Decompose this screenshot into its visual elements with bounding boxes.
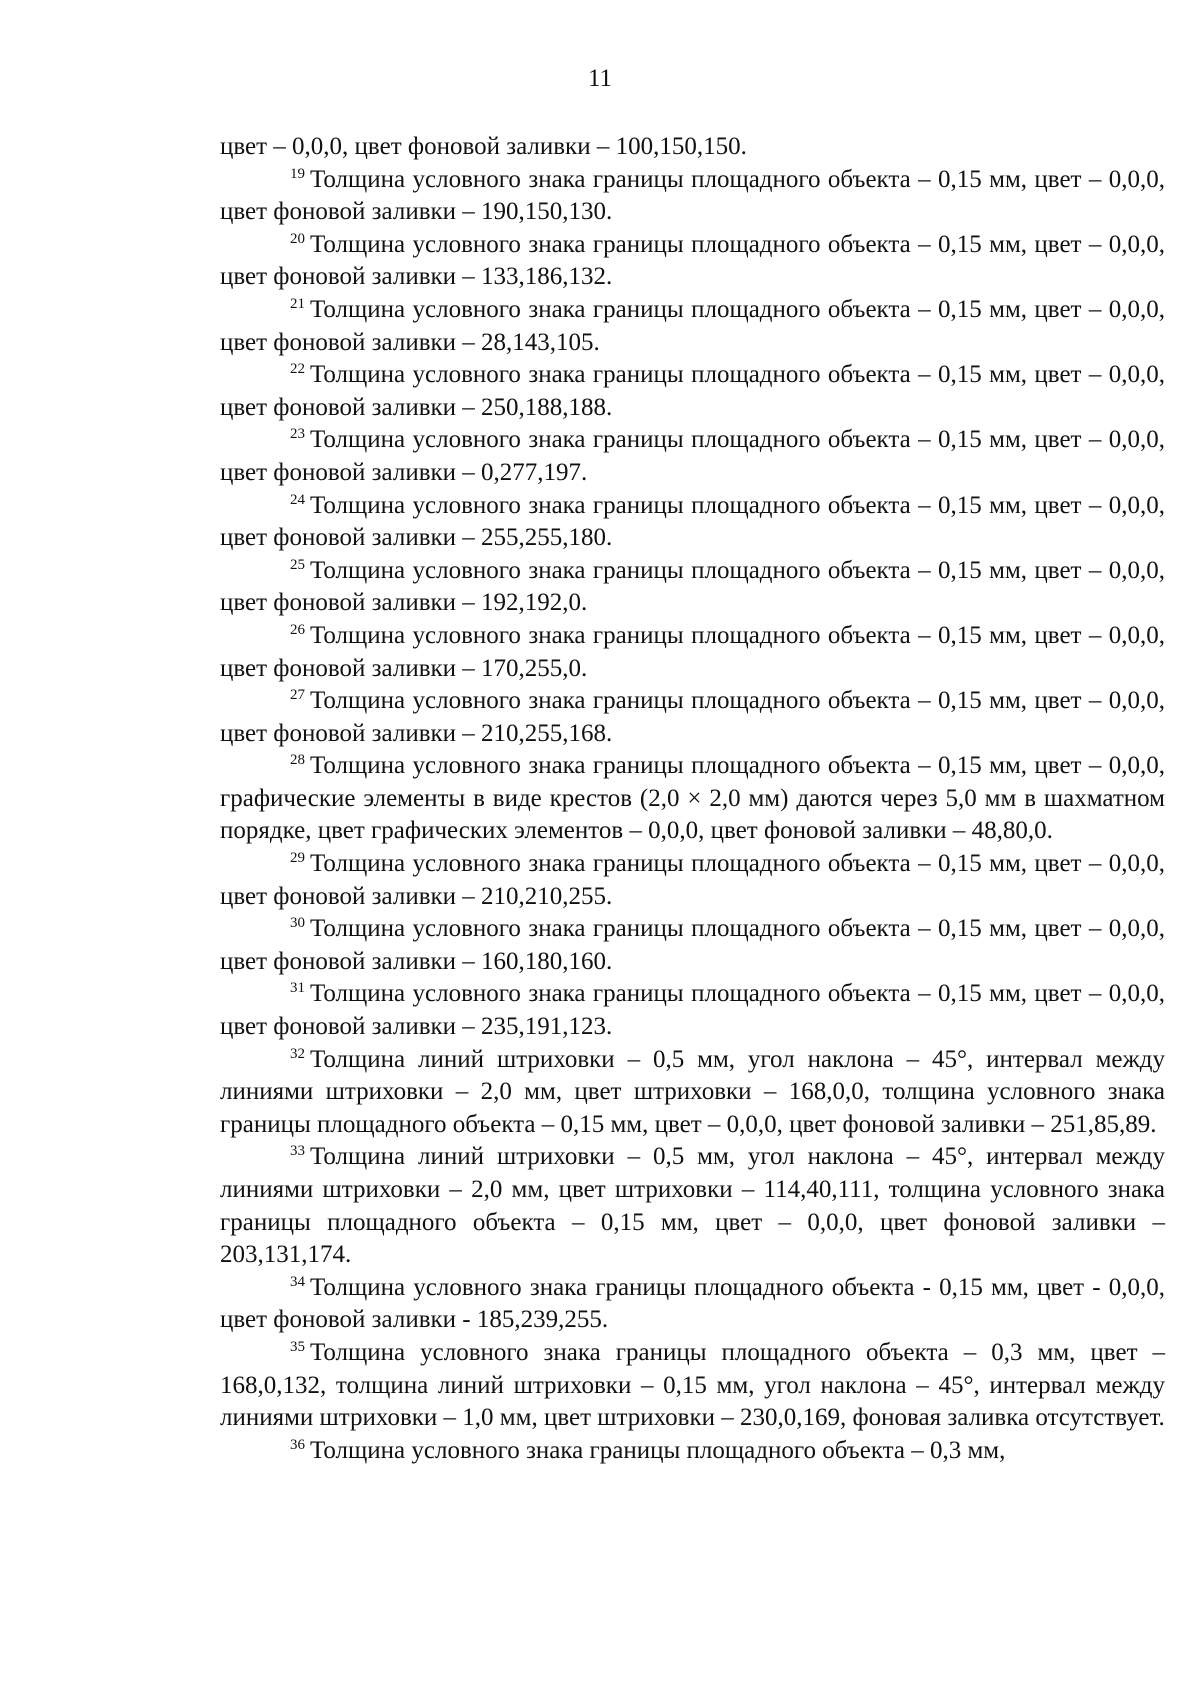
footnote-19: [220, 164, 1165, 229]
footnote-text: Толщина условного знака границы площадного объекта – 0,15 мм, цвет – 0,0,0, цвет фоновой заливки – 210,255,168.: [220, 687, 1165, 747]
page-body: [220, 131, 1165, 1467]
footnote-26: [220, 620, 1165, 685]
footnote-27: [220, 685, 1165, 750]
footnote-text: Толщина линий штриховки – 0,5 мм, угол наклона – 45°, интервал между линиями штриховки – 2,0 мм, цвет штриховки – 168,0,0, толщина условного знака границы площадного объекта – 0,15 мм, цвет – 0,0,0, цвет фоновой заливки – 251,85,89.: [220, 1045, 1165, 1138]
footnote-text: Толщина условного знака границы площадного объекта – 0,15 мм, цвет – 0,0,0, цвет фоновой заливки – 210,210,255.: [220, 850, 1165, 910]
footnote-30: [220, 913, 1165, 978]
footnote-number: 24: [290, 491, 305, 508]
footnote-text: Толщина условного знака границы площадного объекта – 0,15 мм, цвет – 0,0,0, цвет фоновой заливки – 160,180,160.: [220, 915, 1165, 975]
footnote-text: Толщина условного знака границы площадного объекта – 0,15 мм, цвет – 0,0,0, цвет фоновой заливки – 0,277,197.: [220, 426, 1165, 486]
footnote-text: Толщина условного знака границы площадного объекта – 0,15 мм, цвет – 0,0,0, цвет фоновой заливки – 235,191,123.: [220, 980, 1165, 1041]
footnote-text: Толщина линий штриховки – 0,5 мм, угол наклона – 45°, интервал между линиями штриховки – 2,0 мм, цвет штриховки – 114,40,111, толщина условного знака границы площадного объекта – 0,15 мм, цвет – 0,0,0, цвет фоновой заливки – 203,131,174.: [220, 1143, 1165, 1269]
lead-paragraph: цвет – 0,0,0, цвет фоновой заливки – 100,150,150.: [220, 133, 747, 160]
footnote-number: 27: [290, 687, 305, 704]
footnote-34: [220, 1272, 1165, 1337]
footnote-number: 32: [290, 1045, 305, 1062]
footnote-number: 22: [290, 361, 305, 378]
footnote-text: Толщина условного знака границы площадного объекта – 0,15 мм, цвет – 0,0,0, цвет фоновой заливки – 190,150,130.: [220, 165, 1165, 226]
footnote-number: 23: [290, 426, 305, 443]
footnote-text: Толщина условного знака границы площадного объекта – 0,15 мм, цвет – 0,0,0, цвет фоновой заливки – 133,186,132.: [220, 230, 1165, 291]
footnote-28: [220, 750, 1165, 848]
footnote-number: 19: [290, 165, 305, 182]
footnote-21: [220, 294, 1165, 359]
footnote-number: 30: [290, 915, 305, 932]
footnote-number: 35: [290, 1338, 305, 1355]
footnote-number: 26: [290, 621, 305, 638]
footnote-text: Толщина условного знака границы площадного объекта - 0,15 мм, цвет - 0,0,0, цвет фоновой заливки - 185,239,255.: [220, 1273, 1165, 1334]
footnote-text: Толщина условного знака границы площадного объекта – 0,15 мм, цвет – 0,0,0, цвет фоновой заливки – 28,143,105.: [220, 295, 1165, 356]
footnote-text: Толщина условного знака границы площадного объекта – 0,15 мм, цвет – 0,0,0, цвет фоновой заливки – 255,255,180.: [220, 491, 1165, 552]
footnote-32: [220, 1044, 1165, 1142]
page-number: 11: [587, 65, 613, 92]
footnote-number: 20: [290, 230, 305, 247]
footnote-text: Толщина условного знака границы площадного объекта – 0,15 мм, цвет – 0,0,0, цвет фоновой заливки – 250,188,188.: [220, 361, 1165, 421]
footnote-number: 34: [290, 1273, 305, 1290]
footnote-number: 36: [290, 1436, 305, 1453]
footnote-24: [220, 490, 1165, 555]
footnote-25: [220, 555, 1165, 620]
footnote-35: [220, 1337, 1165, 1435]
footnote-36: [220, 1435, 1165, 1468]
footnote-number: 29: [290, 850, 305, 867]
footnote-number: 28: [290, 752, 305, 769]
footnote-text: Толщина условного знака границы площадного объекта – 0,3 мм, цвет – 168,0,132, толщина линий штриховки – 0,15 мм, угол наклона – 45°, интервал между линиями штриховки – 1,0 мм, цвет штриховки – 230,0,169, фоновая заливка отсутствует.: [220, 1338, 1165, 1432]
footnote-22: [220, 359, 1165, 424]
footnote-number: 33: [290, 1143, 305, 1160]
footnote-31: [220, 978, 1165, 1043]
footnote-text: Толщина условного знака границы площадного объекта – 0,15 мм, цвет – 0,0,0, графические элементы в виде крестов (2,0 × 2,0 мм) даются через 5,0 мм в шахматном порядке, цвет графических элементов – 0,0,0, цвет фоновой заливки – 48,80,0.: [220, 752, 1165, 845]
footnote-text: Толщина условного знака границы площадного объекта – 0,15 мм, цвет – 0,0,0, цвет фоновой заливки – 170,255,0.: [220, 621, 1165, 682]
footnote-text: Толщина условного знака границы площадного объекта – 0,15 мм, цвет – 0,0,0, цвет фоновой заливки – 192,192,0.: [220, 556, 1165, 617]
footnote-33: [220, 1141, 1165, 1271]
footnote-number: 31: [290, 980, 305, 997]
footnote-number: 25: [290, 556, 305, 573]
footnote-number: 21: [290, 295, 305, 312]
footnote-29: [220, 848, 1165, 913]
footnote-20: [220, 229, 1165, 294]
footnote-text: Толщина условного знака границы площадного объекта – 0,3 мм,: [310, 1436, 1006, 1464]
footnote-23: [220, 424, 1165, 489]
